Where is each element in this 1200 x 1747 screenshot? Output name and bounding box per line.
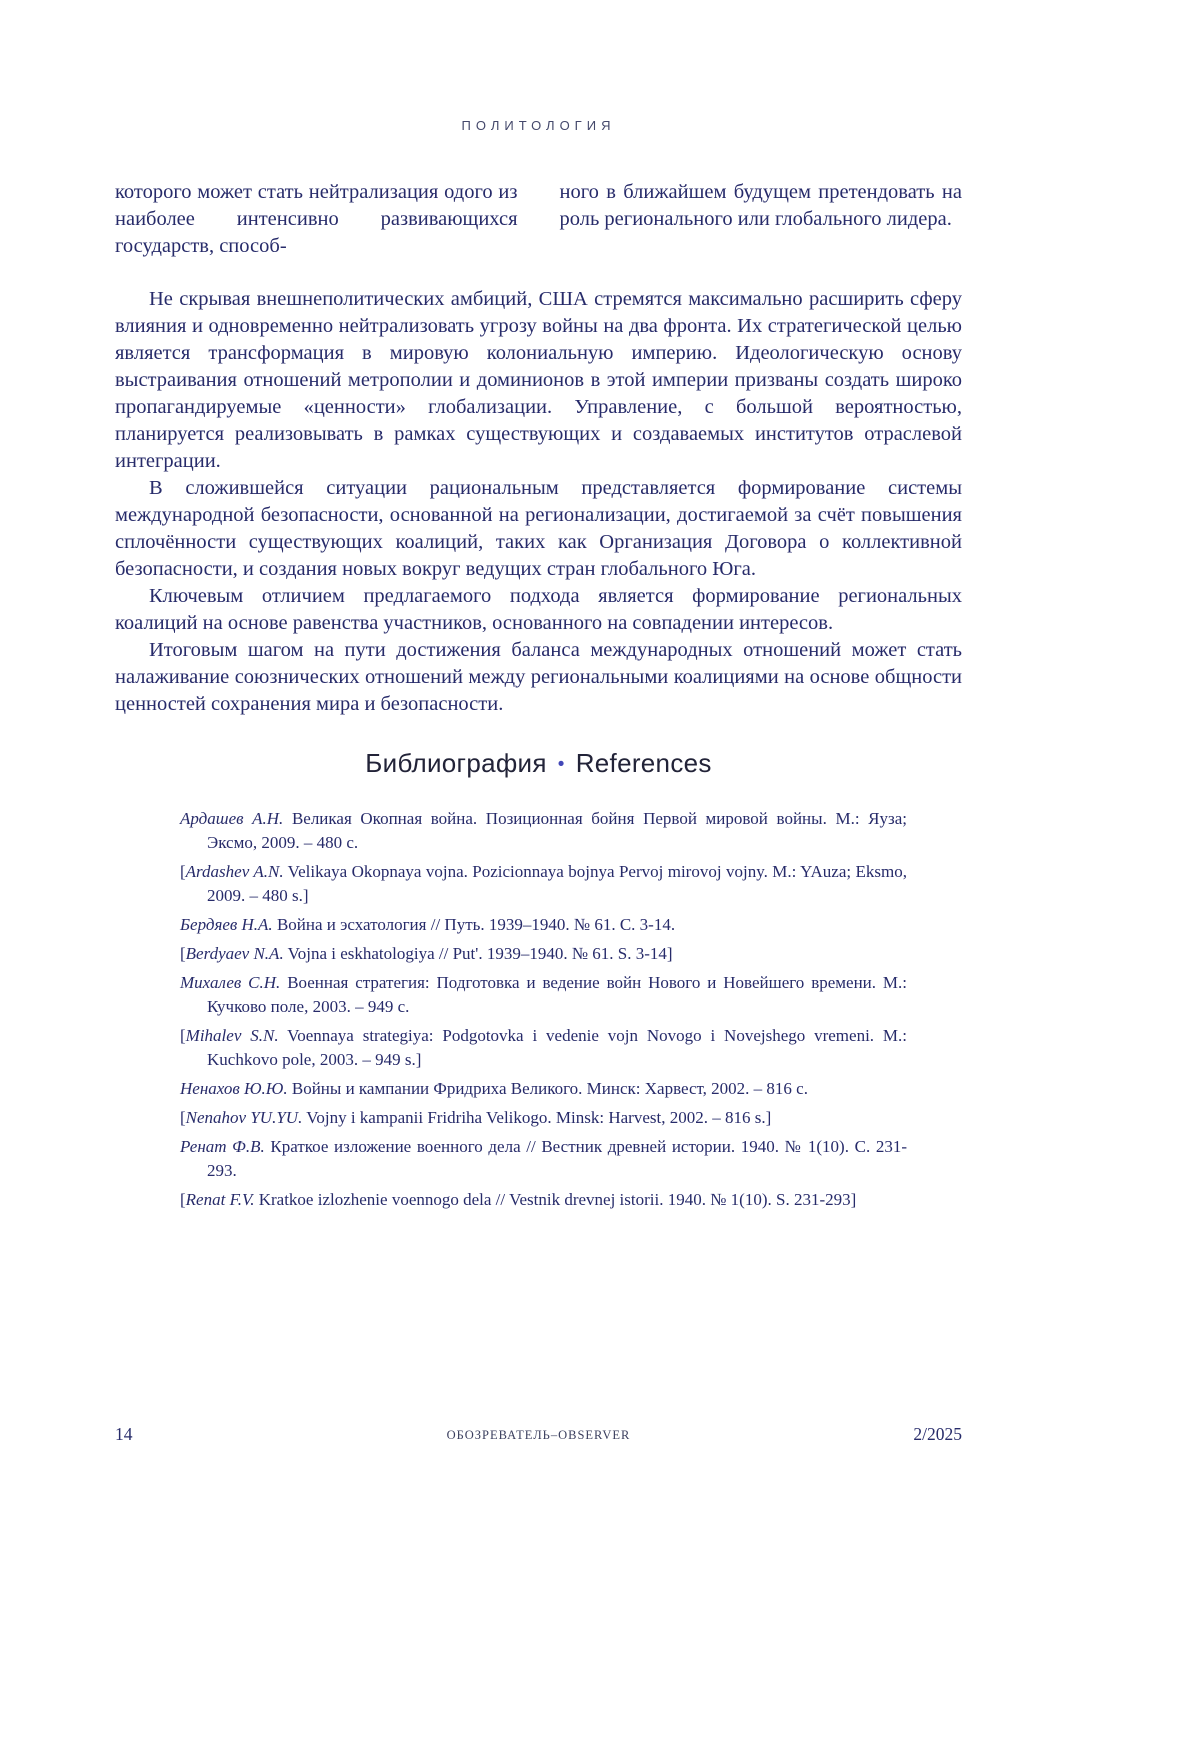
page-footer <box>115 1424 962 1448</box>
bibliography-entry <box>180 1135 907 1183</box>
bibliography-entry <box>180 913 907 937</box>
bracket: [ <box>180 862 186 881</box>
entry-text: Война и эсхатология // Путь. 1939–1940. № 61. С. 3-14. <box>272 915 676 934</box>
content-area <box>115 0 962 1217</box>
journal-name: ОБОЗРЕВАТЕЛЬ–OBSERVER <box>446 1428 631 1442</box>
entry-text: Kratkoe izlozhenie voennogo dela // Vestnik drevnej istorii. 1940. № 1(10). S. 231-293] <box>254 1190 857 1209</box>
body-paragraph: Итоговым шагом на пути достижения баланса международных отношений может стать налаживание союзнических отношений между региональными коалициями на основе общности ценностей сохранения мира и безопасности. <box>115 639 962 715</box>
bibliography-heading-ru: Библиография <box>365 748 547 778</box>
left-column-text: которого может стать нейтрализация одого из наиболее интенсивно развивающихся государств, способ- <box>115 181 518 257</box>
bibliography-entry <box>180 807 907 855</box>
bibliography-entry <box>180 1188 907 1212</box>
bibliography-entry <box>180 860 907 908</box>
entry-text: Vojna i eskhatologiya // Put'. 1939–1940. № 61. S. 3-14] <box>283 944 673 963</box>
author-name: Berdyaev N.A. <box>185 944 284 963</box>
bracket: [ <box>180 1108 186 1127</box>
section-header: ПОЛИТОЛОГИЯ <box>461 118 616 133</box>
author-name: Nenahov YU.YU. <box>185 1108 303 1127</box>
author-name: Mihalev S.N. <box>185 1026 279 1045</box>
author-name: Ненахов Ю.Ю. <box>180 1079 288 1098</box>
author-name: Ренат Ф.В. <box>180 1137 265 1156</box>
entry-text: Военная стратегия: Подготовка и ведение войн Нового и Новейшего времени. М.: Кучково поле, 2003. – 949 с. <box>207 973 908 1016</box>
bibliography-entry <box>180 1024 907 1072</box>
author-name: Михалев С.Н. <box>180 973 281 992</box>
body-paragraph: Не скрывая внешнеполитических амбиций, США стремятся максимально расширить сферу влияния и одновременно нейтрализовать угрозу войны на два фронта. Их стратегической целью является трансформация в мировую колониальную империю. Идеологическую основу выстраивания отношений метрополии и доминионов в этой империи призваны создать широко пропагандируемые «ценности» глобализации. Управление, с большой вероятностью, планируется реализовывать в рамках существующих и создаваемых институтов отраслевой интеграции. <box>115 288 962 472</box>
author-name: Ардашев А.Н. <box>180 809 284 828</box>
entry-text: Velikaya Okopnaya vojna. Pozicionnaya bojnya Pervoj mirovoj vojny. M.: YAuza; Eksmo, 2009. – 480 s.] <box>207 862 907 905</box>
page-number: 14 <box>115 1424 133 1444</box>
two-column-text <box>115 179 962 260</box>
bibliography-entry <box>180 971 907 1019</box>
author-name: Ardashev A.N. <box>185 862 284 881</box>
entry-text: Vojny i kampanii Fridriha Velikogo. Minsk: Harvest, 2002. – 816 s.] <box>302 1108 772 1127</box>
bibliography-entry <box>180 1077 907 1101</box>
bibliography-list <box>180 807 907 1212</box>
entry-text: Краткое изложение военного дела // Вестник древней истории. 1940. № 1(10). С. 231-293. <box>207 1137 907 1180</box>
author-name: Бердяев Н.А. <box>180 915 273 934</box>
body-paragraph: Ключевым отличием предлагаемого подхода является формирование региональных коалиций на основе равенства участников, основанного на совпадении интересов. <box>115 585 962 634</box>
issue-number: 2/2025 <box>913 1424 962 1444</box>
entry-text: Великая Окопная война. Позиционная бойня Первой мировой войны. М.: Яуза; Эксмо, 2009. – 480 с. <box>207 809 907 852</box>
bracket: [ <box>180 1190 186 1209</box>
bibliography-heading-en: References <box>575 748 712 778</box>
article-body <box>115 286 962 718</box>
bibliography-heading <box>115 748 962 779</box>
bullet-separator-icon: • <box>557 754 565 775</box>
entry-text: Войны и кампании Фридриха Великого. Минск: Харвест, 2002. – 816 с. <box>287 1079 808 1098</box>
bibliography-entry <box>180 942 907 966</box>
bracket: [ <box>180 1026 186 1045</box>
body-paragraph: В сложившейся ситуации рациональным представляется формирование системы международной безопасности, основанной на регионализации, достигаемой за счёт повышения сплочённости существующих коалиций, таких как Организация Договора о коллективной безопасности, и создания новых вокруг ведущих стран глобального Юга. <box>115 477 962 580</box>
author-name: Renat F.V. <box>185 1190 255 1209</box>
right-column-text: ного в ближайшем будущем претендовать на роль регионального или глобального лидера. <box>559 181 962 230</box>
bracket: [ <box>180 944 186 963</box>
bibliography-entry <box>180 1106 907 1130</box>
entry-text: Voennaya strategiya: Podgotovka i vedenie vojn Novogo i Novejshego vremeni. M.: Kuchkovo pole, 2003. – 949 s.] <box>207 1026 907 1069</box>
